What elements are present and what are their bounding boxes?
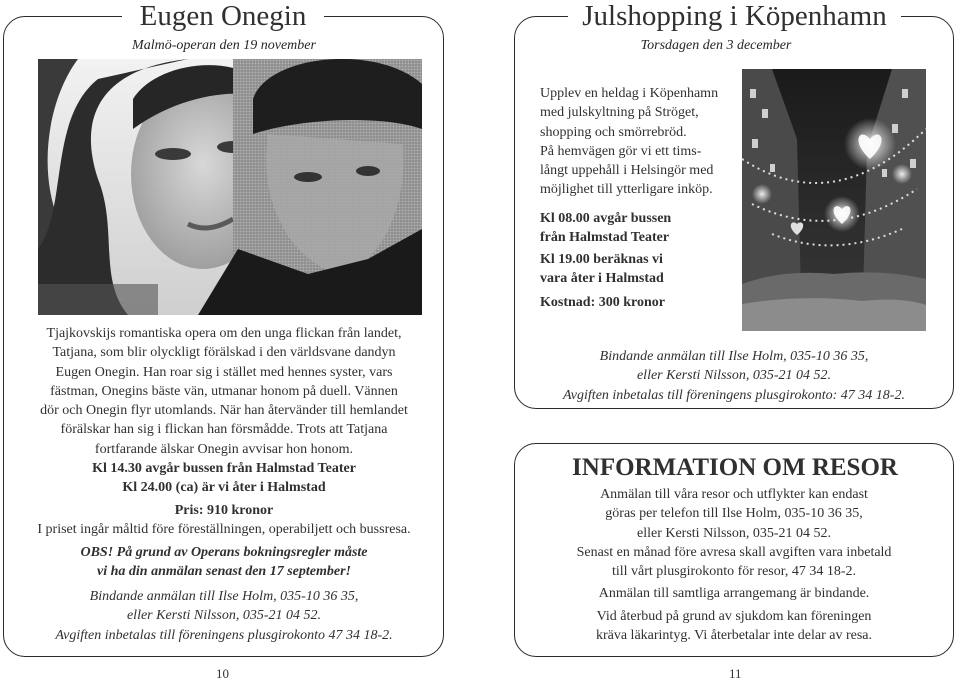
page-number-left: 10 bbox=[216, 666, 229, 681]
info-paragraph-2: Senast en månad före avresa skall avgiften vara inbetald till vårt plusgirokonto för resor, 47 34 18-2. bbox=[576, 545, 892, 580]
opera-schedule: Kl 14.30 avgår bussen från Halmstad Teater Kl 24.00 (ca) är vi åter i Halmstad bbox=[92, 461, 356, 496]
trip-departure: Kl 08.00 avgår bussen från Halmstad Teater bbox=[540, 211, 672, 246]
opera-description: Tjajkovskijs romantiska opera om den unga flickan från landet, Tatjana, som blir olyckligt förälskad i den världsvane dandyn Eugen Onegin. Han roar sig i stället med hennes syster, vars fästman, Onegins bäste vän, utmanar honom på duell. Vännen dör och Onegin flyr utomlands. När han återvänder till hemlandet förälskar han sig i flickan han försmådde. Trots att Tatjana fortfarande älskar Onegin avvisar hon honom. bbox=[40, 326, 408, 457]
trip-intro: Upplev en heldag i Köpenhamn med julskyltning på Ströget, shopping och smörrebröd. På hemvägen gör vi ett tims- långt uppehåll i Helsingör med möjlighet till ytterligare inköp. bbox=[540, 86, 719, 198]
left-page-subtitle: Malmö-operan den 19 november bbox=[132, 38, 316, 53]
page-number-right: 11 bbox=[729, 666, 742, 681]
right-page-title: Julshopping i Köpenhamn bbox=[568, 0, 901, 32]
copenhagen-photo bbox=[742, 69, 926, 331]
info-paragraph-3: Anmälan till samtliga arrangemang är bindande. bbox=[598, 586, 870, 601]
left-page-title: Eugen Onegin bbox=[122, 0, 324, 32]
trip-return: Kl 19.00 beräknas vi vara åter i Halmstad bbox=[540, 252, 664, 287]
right-page-subtitle: Torsdagen den 3 december bbox=[640, 38, 792, 53]
info-heading: INFORMATION OM RESOR bbox=[572, 454, 898, 481]
opera-obs-notice: OBS! På grund av Operans bokningsregler måste vi ha din anmälan senast den 17 september! bbox=[80, 545, 368, 580]
opera-includes: I priset ingår måltid före föreställningen, operabiljett och bussresa. bbox=[37, 522, 411, 538]
opera-signup: Bindande anmälan till Ilse Holm, 035-10 36 35, eller Kersti Nilsson, 035-21 04 52. Avgiften inbetalas till föreningens plusgirokonto 47 34 18-2. bbox=[55, 589, 393, 643]
trip-signup: Bindande anmälan till Ilse Holm, 035-10 36 35, eller Kersti Nilsson, 035-21 04 52. Avgiften inbetalas till föreningens plusgirokonto: 47 34 18-2. bbox=[563, 349, 905, 403]
opera-price: Pris: 910 kronor bbox=[174, 503, 274, 518]
info-paragraph-4: Vid återbud på grund av sjukdom kan föreningen kräva läkarintyg. Vi återbetalar inte delar av resa. bbox=[595, 609, 873, 644]
info-paragraph-1: Anmälan till våra resor och utflykter kan endast göras per telefon till Ilse Holm, 035-10 36 35, eller Kersti Nilsson, 035-21 04 52. bbox=[600, 487, 868, 541]
opera-photo bbox=[38, 59, 422, 315]
opera-price-block bbox=[14, 501, 434, 540]
trip-cost: Kostnad: 300 kronor bbox=[540, 295, 665, 310]
